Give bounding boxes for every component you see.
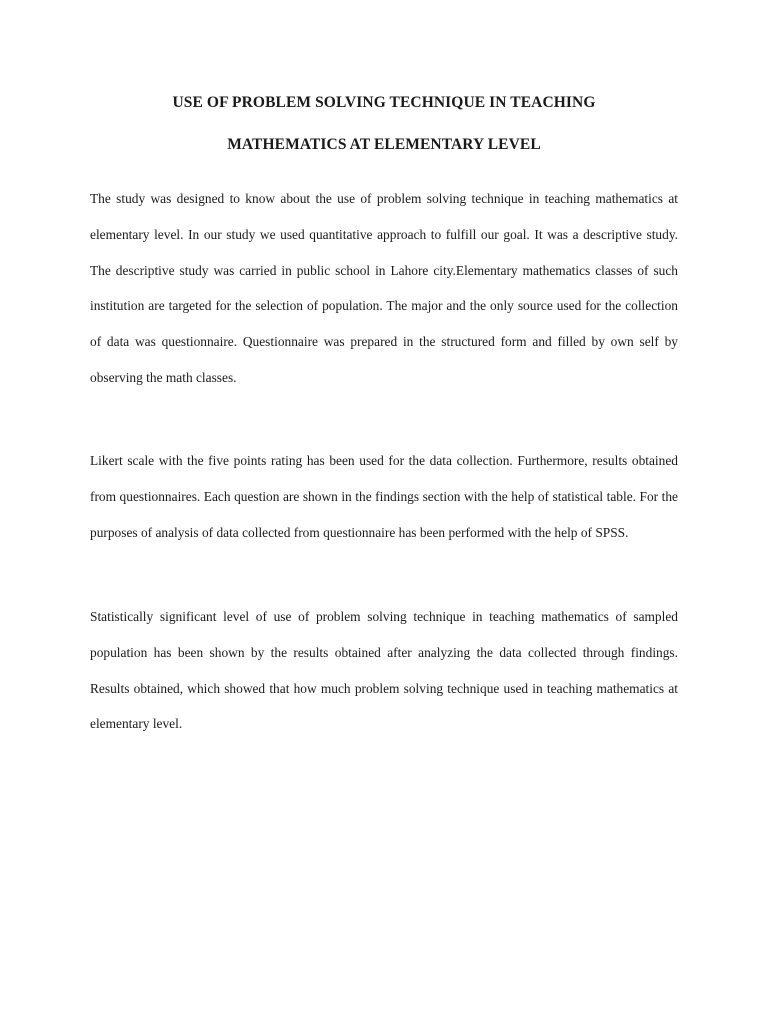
document-title-line-2: MATHEMATICS AT ELEMENTARY LEVEL bbox=[227, 136, 541, 153]
paragraph-study-design: The study was designed to know about the use of problem solving technique in teaching mathematics at elementary level. In our study we used quantitative approach to fulfill our goal. It was a descriptive study. The descriptive study was carried in public school in Lahore city.Elementary mathematics classes of such institution are targeted for the selection of population. The major and the only source used for the collection of data was questionnaire. Questionnaire was prepared in the structured form and filled by own self by observing the math classes. bbox=[90, 191, 678, 385]
paragraph-results: Statistically significant level of use of problem solving technique in teaching mathematics of sampled population has been shown by the results obtained after analyzing the data collected through findings. Results obtained, which showed that how much problem solving technique used in teaching mathematics at elementary level. bbox=[90, 609, 678, 732]
document-title-line-1: USE OF PROBLEM SOLVING TECHNIQUE IN TEACHING bbox=[172, 94, 596, 111]
paragraph-data-collection: Likert scale with the five points rating has been used for the data collection. Furthermore, results obtained from questionnaires. Each question are shown in the findings section with the help of statistical table. For the purposes of analysis of data collected from questionnaire has been performed with the help of SPSS. bbox=[90, 453, 678, 540]
